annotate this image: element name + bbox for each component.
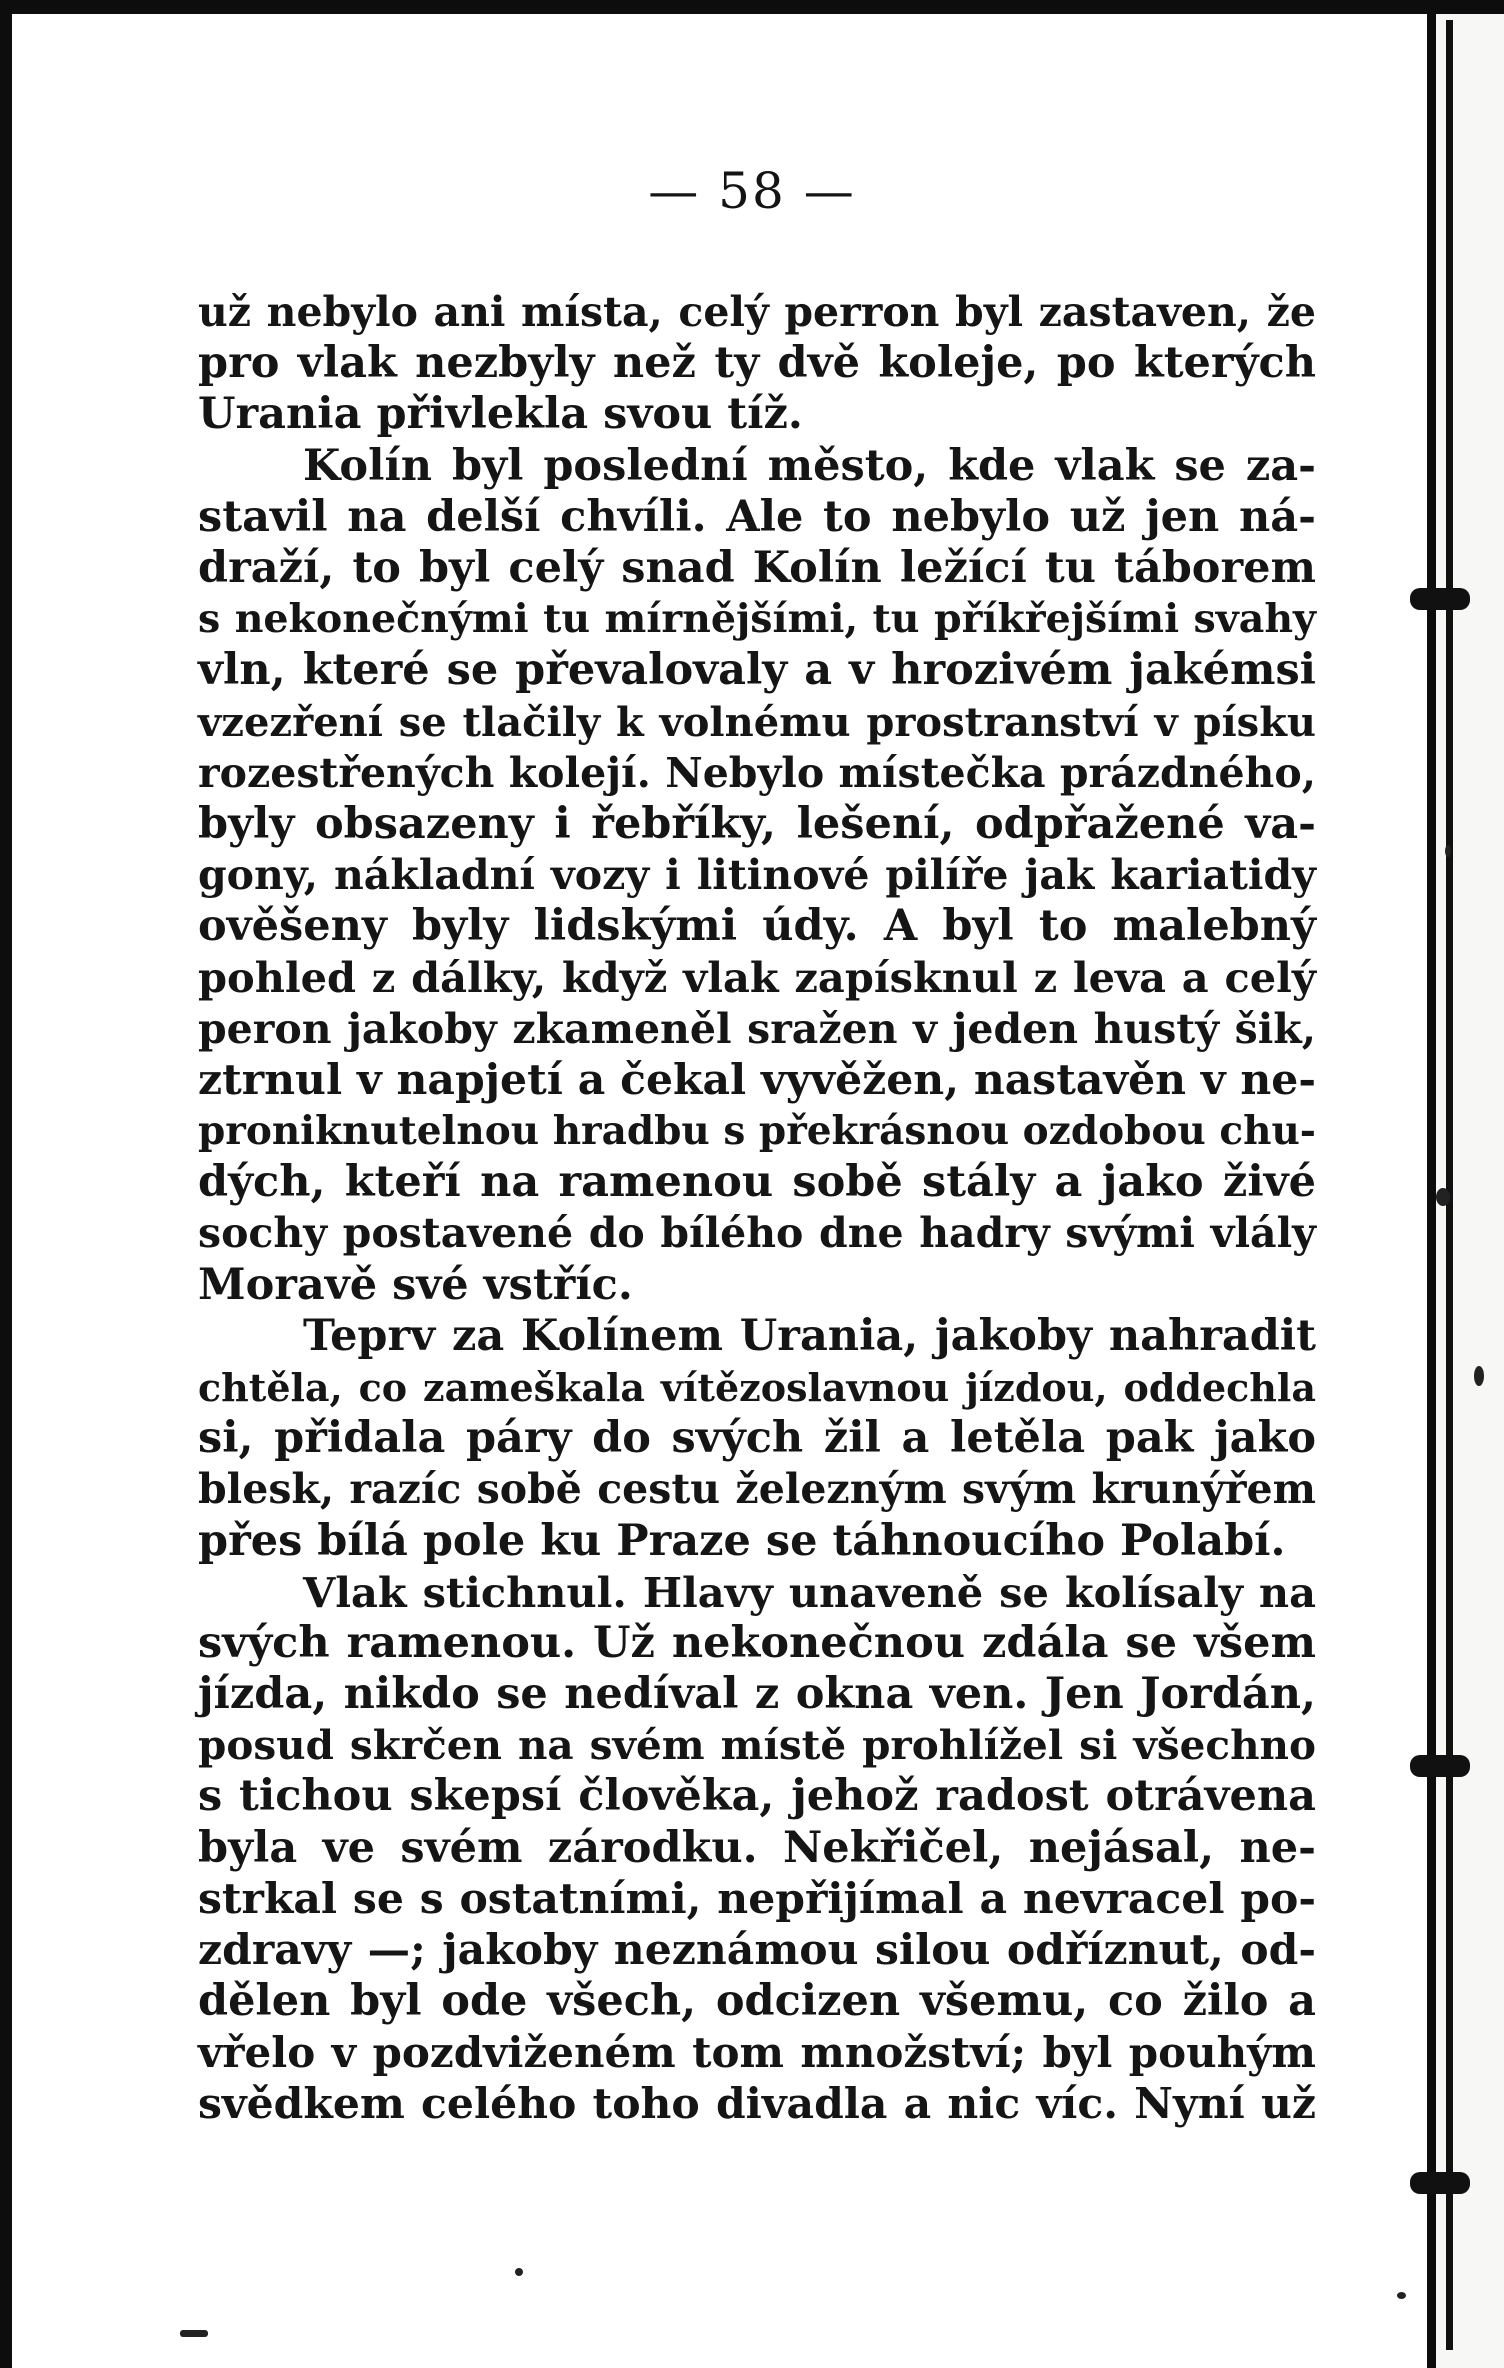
text-line: posud skrčen na svém místě prohlížel si všechno [198,1721,1316,1770]
text-line: vln, které se převalovaly a v hrozivém jakémsi [198,645,1316,696]
binding-tab [1410,2172,1470,2194]
ink-speck [1445,845,1451,857]
text-line: draží, to byl celý snad Kolín ležící tu táborem [198,542,1316,593]
ink-speck [515,2268,523,2276]
text-line: Urania přivlekla svou tíž. [198,389,803,440]
text-line: Teprv za Kolínem Urania, jakoby nahradit [303,1310,1316,1361]
text-line: ověšeny byly lidskými údy. A byl to malebný [198,901,1316,952]
text-line: Kolín byl poslední město, kde vlak se za- [303,440,1316,491]
text-line: s tichou skepsí člověka, jehož radost otrávena [198,1771,1316,1822]
text-line: svědkem celého toho divadla a nic víc. Nyní už [198,2078,1316,2129]
text-line: jízda, nikdo se nedíval z okna ven. Jen Jordán, [198,1669,1316,1720]
text-line: Moravě své vstříc. [198,1259,633,1310]
binding-tab [1410,1755,1470,1777]
text-line: Vlak stichnul. Hlavy unaveně se kolísaly na [303,1567,1316,1617]
text-line: přes bílá pole ku Praze se táhnoucího Polabí. [198,1515,1286,1566]
text-line: peron jakoby zkameněl sražen v jeden hustý šik, [198,1004,1316,1053]
page-number: — 58 — [648,162,856,220]
ink-speck [1436,1188,1450,1206]
text-line: vřelo v pozdviženém tom množství; byl pouhým [198,2028,1316,2078]
text-line: vzezření se tlačily k volnému prostranství v písku [198,698,1316,746]
text-line: dělen byl ode všech, odcizen všemu, co žilo a [198,1976,1316,2027]
text-line: pohled z dálky, když vlak zapísknul z leva a celý [198,953,1316,1003]
text-line: stavil na delší chvíli. Ale to nebylo už jen ná- [198,491,1316,542]
text-line: byla ve svém zárodku. Nekřičel, nejásal, ne- [198,1822,1316,1873]
text-line: ztrnul v napjetí a čekal vyvěžen, nastavěn v ne- [198,1054,1316,1105]
text-line: už nebylo ani místa, celý perron byl zastaven, že [198,288,1316,336]
text-line: chtěla, co zameškala vítězoslavnou jízdou, oddechla [198,1364,1316,1410]
text-line: rozestřených kolejí. Nebylo místečka prázdného, [198,748,1316,797]
text-line: proniknutelnou hradbu s překrásnou ozdobou chu- [198,1108,1316,1154]
binding-tab [1410,588,1470,610]
text-line: byly obsazeny i řebříky, lešení, odpřažené va- [198,798,1316,849]
ink-speck [180,2330,208,2337]
text-line: dých, kteří na ramenou sobě stály a jako živé [198,1157,1316,1208]
text-line: sochy postavené do bílého dne hadry svými vlály [198,1209,1316,1258]
text-line: s nekonečnými tu mírnějšími, tu příkřejšími svahy [198,596,1316,643]
binding-spine [1446,20,1453,2350]
text-line: svých ramenou. Už nekonečnou zdála se všem [198,1617,1316,1668]
ink-speck [1474,1366,1484,1386]
text-line: pro vlak nezbyly než ty dvě koleje, po kterých [198,338,1316,389]
text-line: strkal se s ostatními, nepřijímal a nevracel po- [198,1873,1316,1924]
text-line: gony, nákladní vozy i litinové pilíře jak kariatidy [198,851,1316,900]
ink-speck [1397,2292,1406,2299]
text-line: zdravy —; jakoby neznámou silou odříznut, od- [198,1925,1316,1975]
body-text [198,287,1316,2130]
text-line: si, přidala páry do svých žil a letěla pak jako [198,1413,1316,1464]
text-line: blesk, razíc sobě cestu železným svým krunýřem [198,1465,1316,1514]
